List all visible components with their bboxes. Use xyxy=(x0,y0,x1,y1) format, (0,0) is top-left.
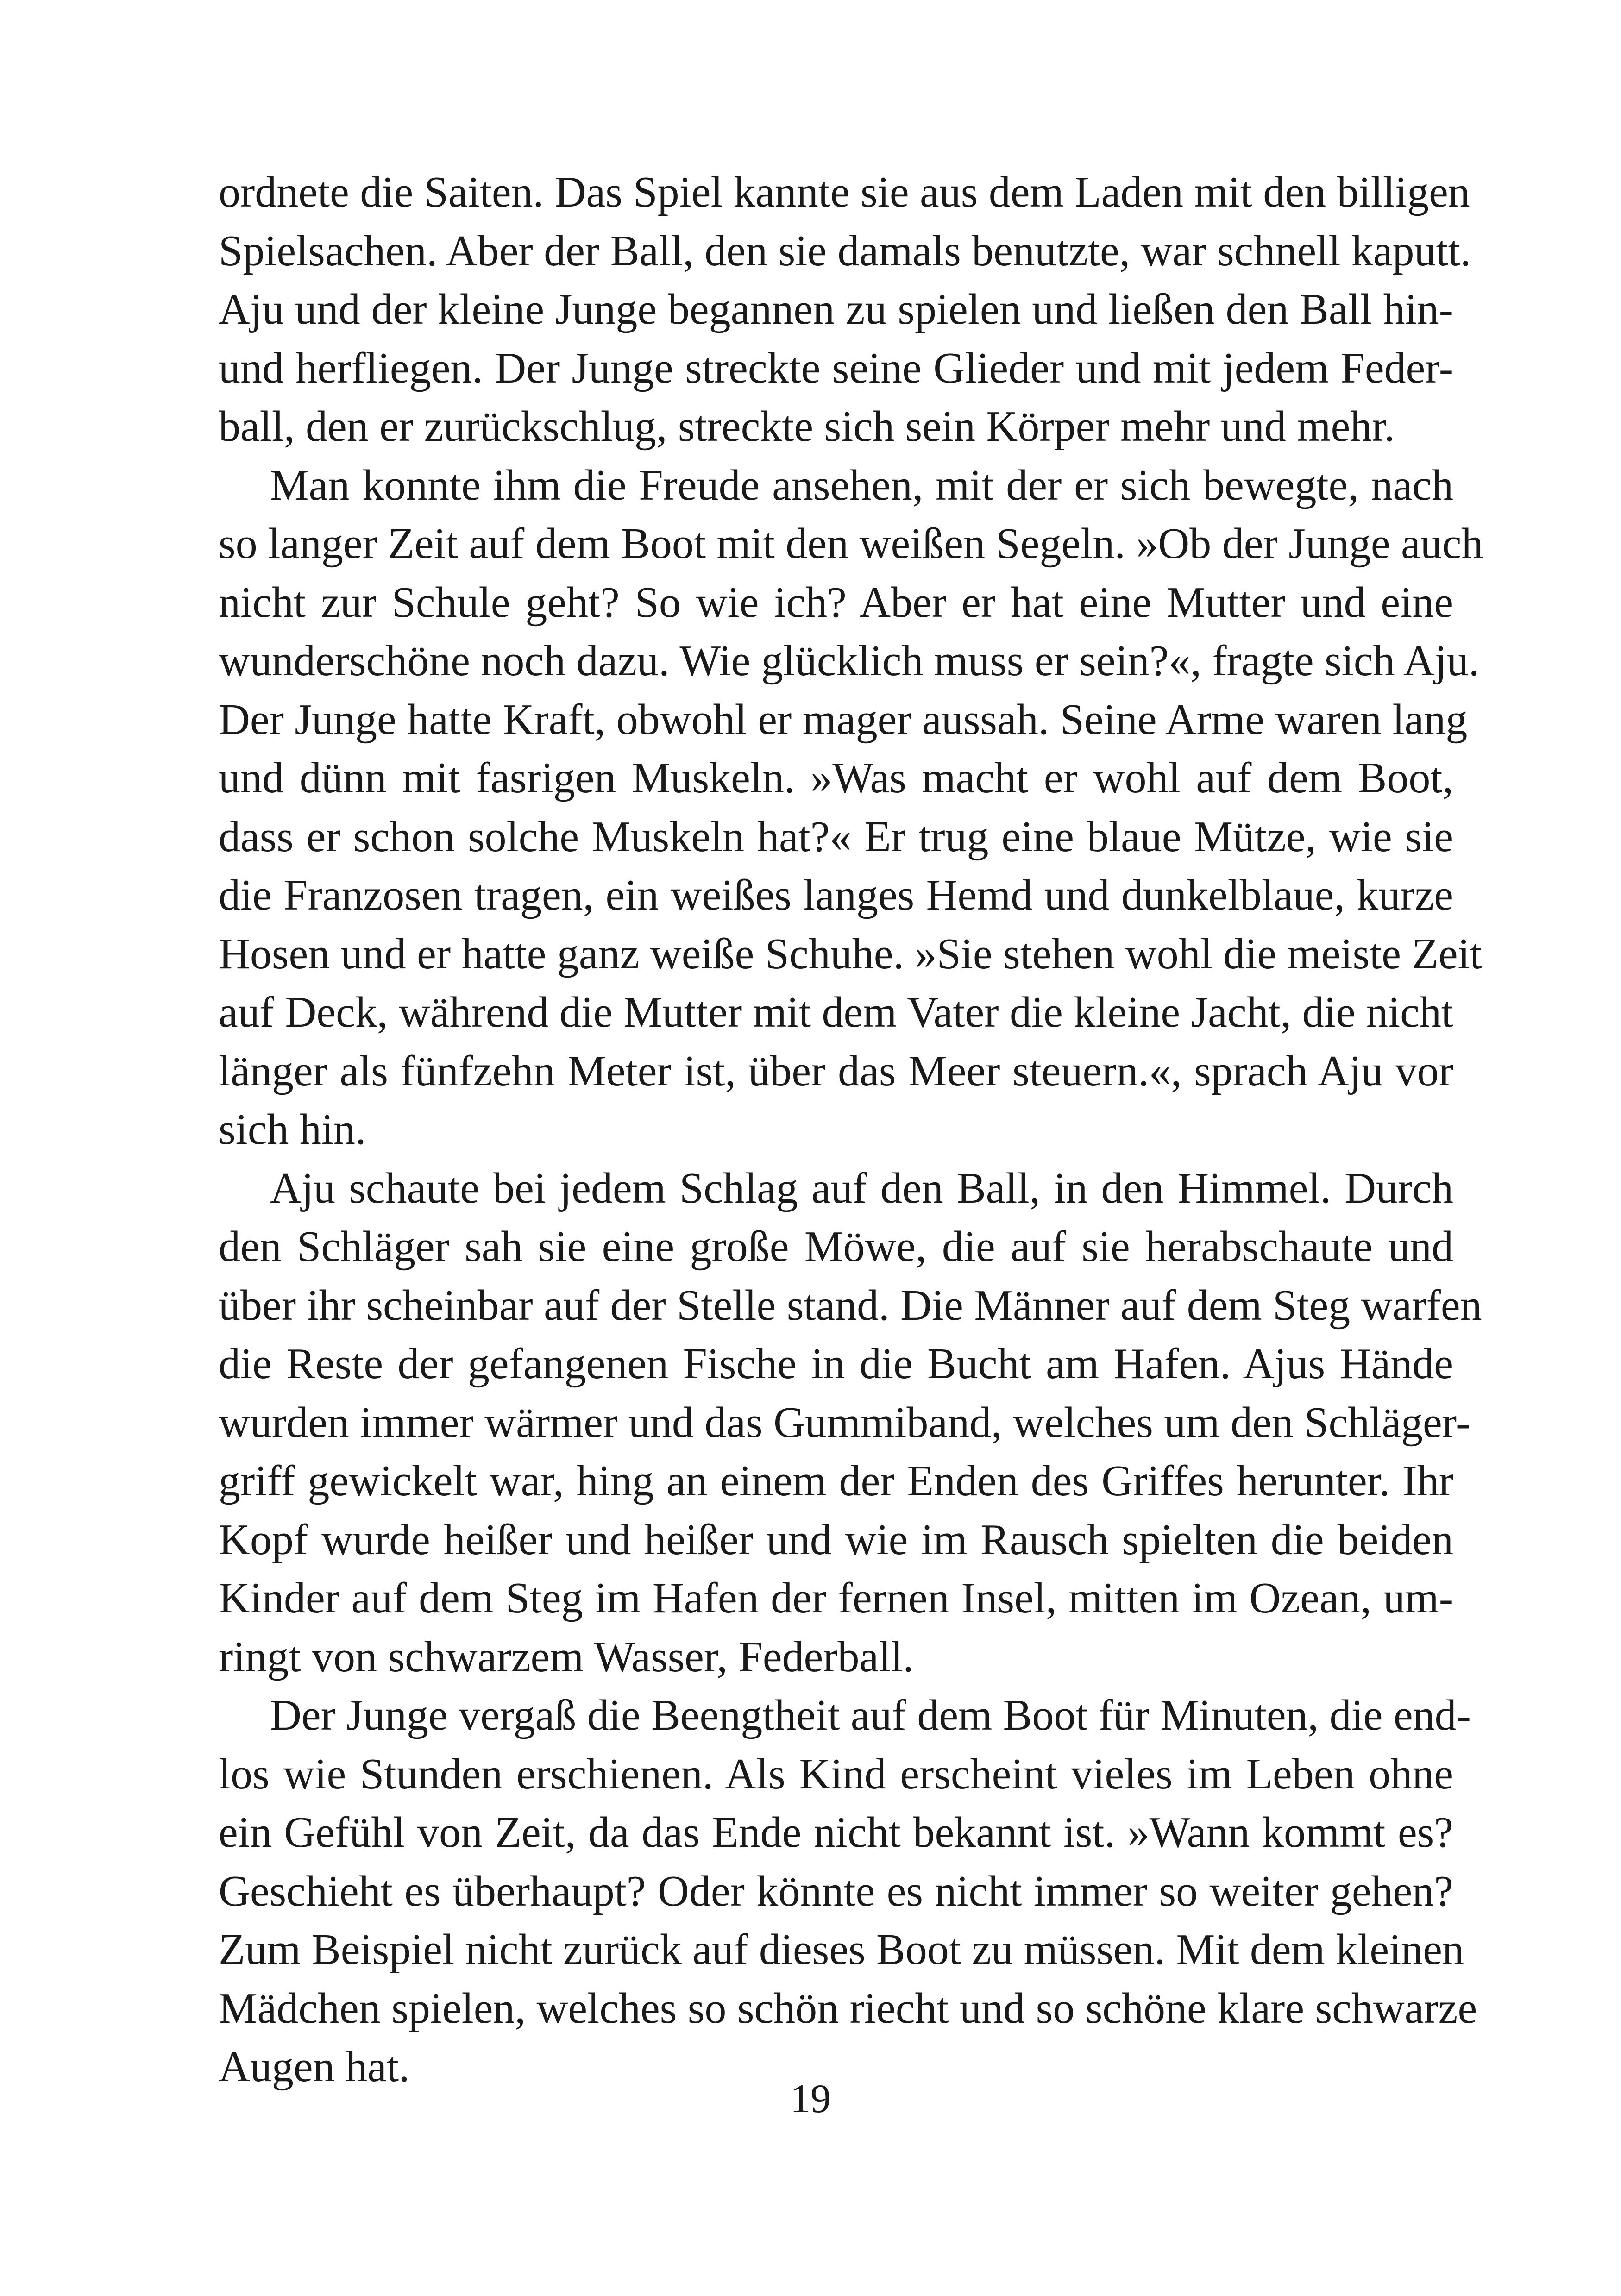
text-line: den Schläger sah sie eine große Möwe, die auf sie herabschaute und xyxy=(219,1223,1453,1271)
text-line: so langer Zeit auf dem Boot mit den weißen Segeln. »Ob der Junge auch xyxy=(219,520,1483,568)
body-text xyxy=(219,163,1483,2096)
text-line: Spielsachen. Aber der Ball, den sie damals benutzte, war schnell kaputt. xyxy=(219,226,1471,275)
text-line: sich hin. xyxy=(219,1105,366,1154)
text-line: ordnete die Saiten. Das Spiel kannte sie aus dem Laden mit den billigen xyxy=(219,168,1470,216)
text-line: Man konnte ihm die Freude ansehen, mit der er sich bewegte, nach xyxy=(270,461,1453,509)
text-line: die Reste der gefangenen Fische in die Bucht am Hafen. Ajus Hände xyxy=(219,1340,1453,1388)
text-line: Der Junge vergaß die Beengtheit auf dem Boot für Minuten, die end- xyxy=(270,1691,1471,1739)
text-line: Aju und der kleine Junge begannen zu spielen und ließen den Ball hin- xyxy=(219,285,1453,333)
text-line: und herfliegen. Der Junge streckte seine Glieder und mit jedem Feder- xyxy=(219,344,1453,392)
text-line: länger als fünfzehn Meter ist, über das Meer steuern.«, sprach Aju vor xyxy=(219,1047,1453,1095)
text-line: Geschieht es überhaupt? Oder könnte es nicht immer so weiter gehen? xyxy=(219,1867,1453,1915)
text-line: über ihr scheinbar auf der Stelle stand. Die Männer auf dem Steg warfen xyxy=(219,1281,1482,1330)
text-line: ball, den er zurückschlug, streckte sich sein Körper mehr und mehr. xyxy=(219,402,1395,451)
paragraph-2 xyxy=(219,456,1483,1159)
page-number: 19 xyxy=(790,2076,831,2121)
text-line: Kopf wurde heißer und heißer und wie im Rausch spielten die beiden xyxy=(219,1515,1453,1564)
paragraph-1 xyxy=(219,163,1471,456)
text-line: Zum Beispiel nicht zurück auf dieses Boot zu müssen. Mit dem kleinen xyxy=(219,1926,1464,1974)
text-line: wurden immer wärmer und das Gummiband, welches um den Schläger- xyxy=(219,1398,1470,1447)
text-line: dass er schon solche Muskeln hat?« Er trug eine blaue Mütze, wie sie xyxy=(219,812,1453,861)
text-line: ringt von schwarzem Wasser, Federball. xyxy=(219,1632,914,1681)
text-line: ein Gefühl von Zeit, da das Ende nicht bekannt ist. »Wann kommt es? xyxy=(219,1808,1453,1857)
paragraph-3 xyxy=(219,1159,1482,1687)
paragraph-4 xyxy=(219,1686,1477,2096)
text-line: Der Junge hatte Kraft, obwohl er mager aussah. Seine Arme waren lang xyxy=(219,695,1468,744)
text-line: auf Deck, während die Mutter mit dem Vater die kleine Jacht, die nicht xyxy=(219,988,1453,1036)
text-line: Hosen und er hatte ganz weiße Schuhe. »Sie stehen wohl die meiste Zeit xyxy=(219,929,1482,978)
text-line: und dünn mit fasrigen Muskeln. »Was macht er wohl auf dem Boot, xyxy=(219,754,1453,802)
text-line: Aju schaute bei jedem Schlag auf den Ball, in den Himmel. Durch xyxy=(270,1164,1453,1212)
text-line: Augen hat. xyxy=(219,2043,410,2091)
text-line: griff gewickelt war, hing an einem der Enden des Griffes herunter. Ihr xyxy=(219,1457,1453,1505)
text-line: Kinder auf dem Steg im Hafen der fernen Insel, mitten im Ozean, um- xyxy=(219,1574,1453,1622)
text-line: nicht zur Schule geht? So wie ich? Aber er hat eine Mutter und eine xyxy=(219,578,1453,627)
text-line: Mädchen spielen, welches so schön riecht und so schöne klare schwarze xyxy=(219,1984,1477,2033)
text-line: los wie Stunden erschienen. Als Kind erscheint vieles im Leben ohne xyxy=(219,1750,1453,1798)
text-line: wunderschöne noch dazu. Wie glücklich muss er sein?«, fragte sich Aju. xyxy=(219,637,1480,685)
text-line: die Franzosen tragen, ein weißes langes Hemd und dunkelblaue, kurze xyxy=(219,871,1453,919)
